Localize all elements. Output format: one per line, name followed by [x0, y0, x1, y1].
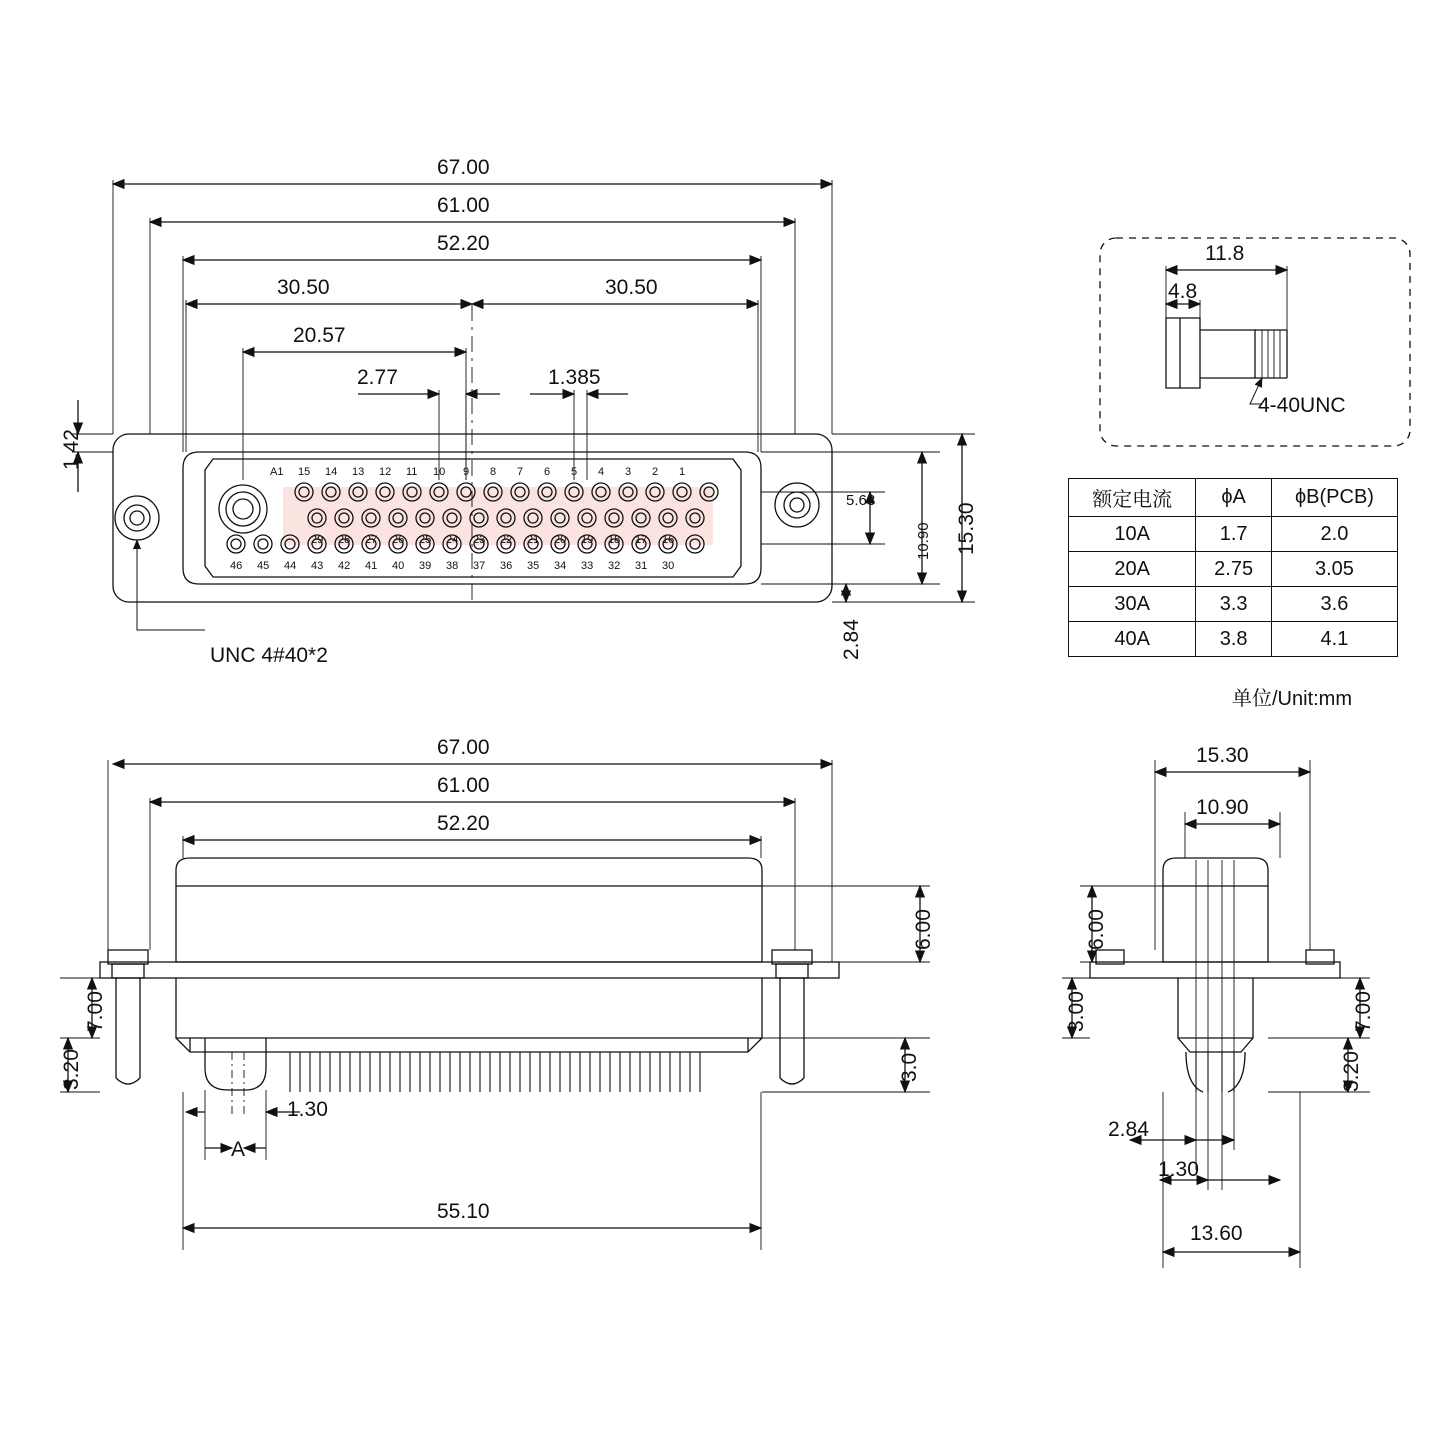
pin-label: 29: [311, 534, 324, 546]
cell-phia: 3.8: [1196, 622, 1272, 657]
dim-600-front: 6.00: [912, 909, 935, 950]
table-header-row: [1069, 479, 1398, 517]
pin-label: 39: [419, 560, 432, 572]
pin-label: 4: [598, 466, 605, 478]
dim-284-top: 2.84: [840, 619, 863, 660]
cell-current: 20A: [1069, 552, 1196, 587]
thread-label: 4-40UNC: [1258, 394, 1346, 417]
pin-label: 1: [679, 466, 686, 478]
dim-3050-right: 30.50: [605, 276, 658, 299]
pin-label: 46: [230, 560, 243, 572]
pin-label: 24: [446, 534, 459, 546]
table-row: [1069, 552, 1398, 587]
dim-320-front: 3.20: [60, 1049, 83, 1090]
pin-label: 2: [652, 466, 659, 478]
pin-label: 20: [554, 534, 567, 546]
pin-label: 23: [473, 534, 486, 546]
pin-label: 37: [473, 560, 486, 572]
pin-label: 36: [500, 560, 513, 572]
dim-A-front: A: [231, 1138, 246, 1161]
th-phib: ϕB(PCB): [1271, 479, 1397, 517]
cell-phib: 3.05: [1271, 552, 1397, 587]
cell-phib: 2.0: [1271, 517, 1397, 552]
cell-current: 30A: [1069, 587, 1196, 622]
dim-1090-top: 10.90: [915, 522, 932, 560]
dim-568: 5.68: [846, 492, 876, 509]
cell-phib: 4.1: [1271, 622, 1397, 657]
dim-3050-left: 30.50: [277, 276, 330, 299]
dim-1530-top: 15.30: [955, 502, 978, 555]
dim-1360: 13.60: [1190, 1222, 1243, 1245]
dim-142: 1.42: [60, 429, 83, 470]
pin-label: 22: [500, 534, 513, 546]
cell-phib: 3.6: [1271, 587, 1397, 622]
dim-130-side: 1.30: [1158, 1158, 1199, 1181]
pin-label: 8: [490, 466, 497, 478]
cell-current: 40A: [1069, 622, 1196, 657]
dim-284-side: 2.84: [1108, 1118, 1149, 1141]
th-phia: ϕA: [1196, 479, 1272, 517]
note-unc: UNC 4#40*2: [210, 644, 328, 667]
cell-phia: 1.7: [1196, 517, 1272, 552]
pin-label: 16: [662, 534, 675, 546]
th-current: 额定电流: [1069, 479, 1196, 517]
pin-label: 14: [325, 466, 338, 478]
dim-48: 4.8: [1168, 280, 1198, 303]
unit-note: 单位/Unit:mm: [1232, 688, 1352, 710]
pin-label: 3: [625, 466, 632, 478]
dim-67-top: 67.00: [437, 156, 490, 179]
pin-label: 13: [352, 466, 365, 478]
pin-label: 12: [379, 466, 392, 478]
pin-label: 40: [392, 560, 405, 572]
pin-label: 10: [433, 466, 446, 478]
cell-phia: 3.3: [1196, 587, 1272, 622]
pin-label: 21: [527, 534, 540, 546]
pin-label: 5: [571, 466, 578, 478]
dim-5220-front: 52.20: [437, 812, 490, 835]
dim-320-side: 3.20: [1340, 1051, 1363, 1092]
dim-61-front: 61.00: [437, 774, 490, 797]
pin-label: 6: [544, 466, 551, 478]
dim-61-top: 61.00: [437, 194, 490, 217]
pin-label: 30: [662, 560, 675, 572]
table-row: [1069, 587, 1398, 622]
pin-label: 11: [406, 466, 418, 478]
cell-phia: 2.75: [1196, 552, 1272, 587]
dim-1530-side: 15.30: [1196, 744, 1249, 767]
dim-30-front: 3.0: [898, 1052, 921, 1082]
pin-label: 43: [311, 560, 324, 572]
dim-5510: 55.10: [437, 1200, 490, 1223]
dim-67-front: 67.00: [437, 736, 490, 759]
pin-label: 25: [419, 534, 432, 546]
dim-1090-side: 10.90: [1196, 796, 1249, 819]
pin-label: 28: [338, 534, 351, 546]
pin-label: 45: [257, 560, 270, 572]
table-row: [1069, 517, 1398, 552]
pin-label: 19: [581, 534, 594, 546]
dim-277: 2.77: [357, 366, 398, 389]
pin-label: 27: [365, 534, 378, 546]
pin-label: 7: [517, 466, 524, 478]
pin-label: 35: [527, 560, 540, 572]
pin-label: 41: [365, 560, 378, 572]
pin-label: 32: [608, 560, 621, 572]
pin-label: 15: [298, 466, 311, 478]
pin-label: 26: [392, 534, 405, 546]
dim-600-side: 6.00: [1085, 909, 1108, 950]
pin-label: 38: [446, 560, 459, 572]
pin-label: 31: [635, 560, 648, 572]
pin-label: 17: [635, 534, 648, 546]
dim-130-front: 1.30: [287, 1098, 328, 1121]
dim-300-side: 3.00: [1065, 991, 1088, 1032]
dim-2057: 20.57: [293, 324, 346, 347]
dim-118: 11.8: [1205, 242, 1245, 265]
dim-1385: 1.385: [548, 366, 601, 389]
cell-current: 10A: [1069, 517, 1196, 552]
pin-label: 33: [581, 560, 594, 572]
pin-label: A1: [270, 466, 284, 478]
dim-700-front: 7.00: [84, 991, 107, 1032]
dim-700-side: 7.00: [1352, 991, 1375, 1032]
pin-label: 42: [338, 560, 351, 572]
table-row: [1069, 622, 1398, 657]
current-rating-table: [1068, 478, 1398, 657]
dim-5220-top: 52.20: [437, 232, 490, 255]
pin-label: 44: [284, 560, 297, 572]
pin-label: 9: [463, 466, 470, 478]
pin-label: 18: [608, 534, 621, 546]
pin-label: 34: [554, 560, 567, 572]
